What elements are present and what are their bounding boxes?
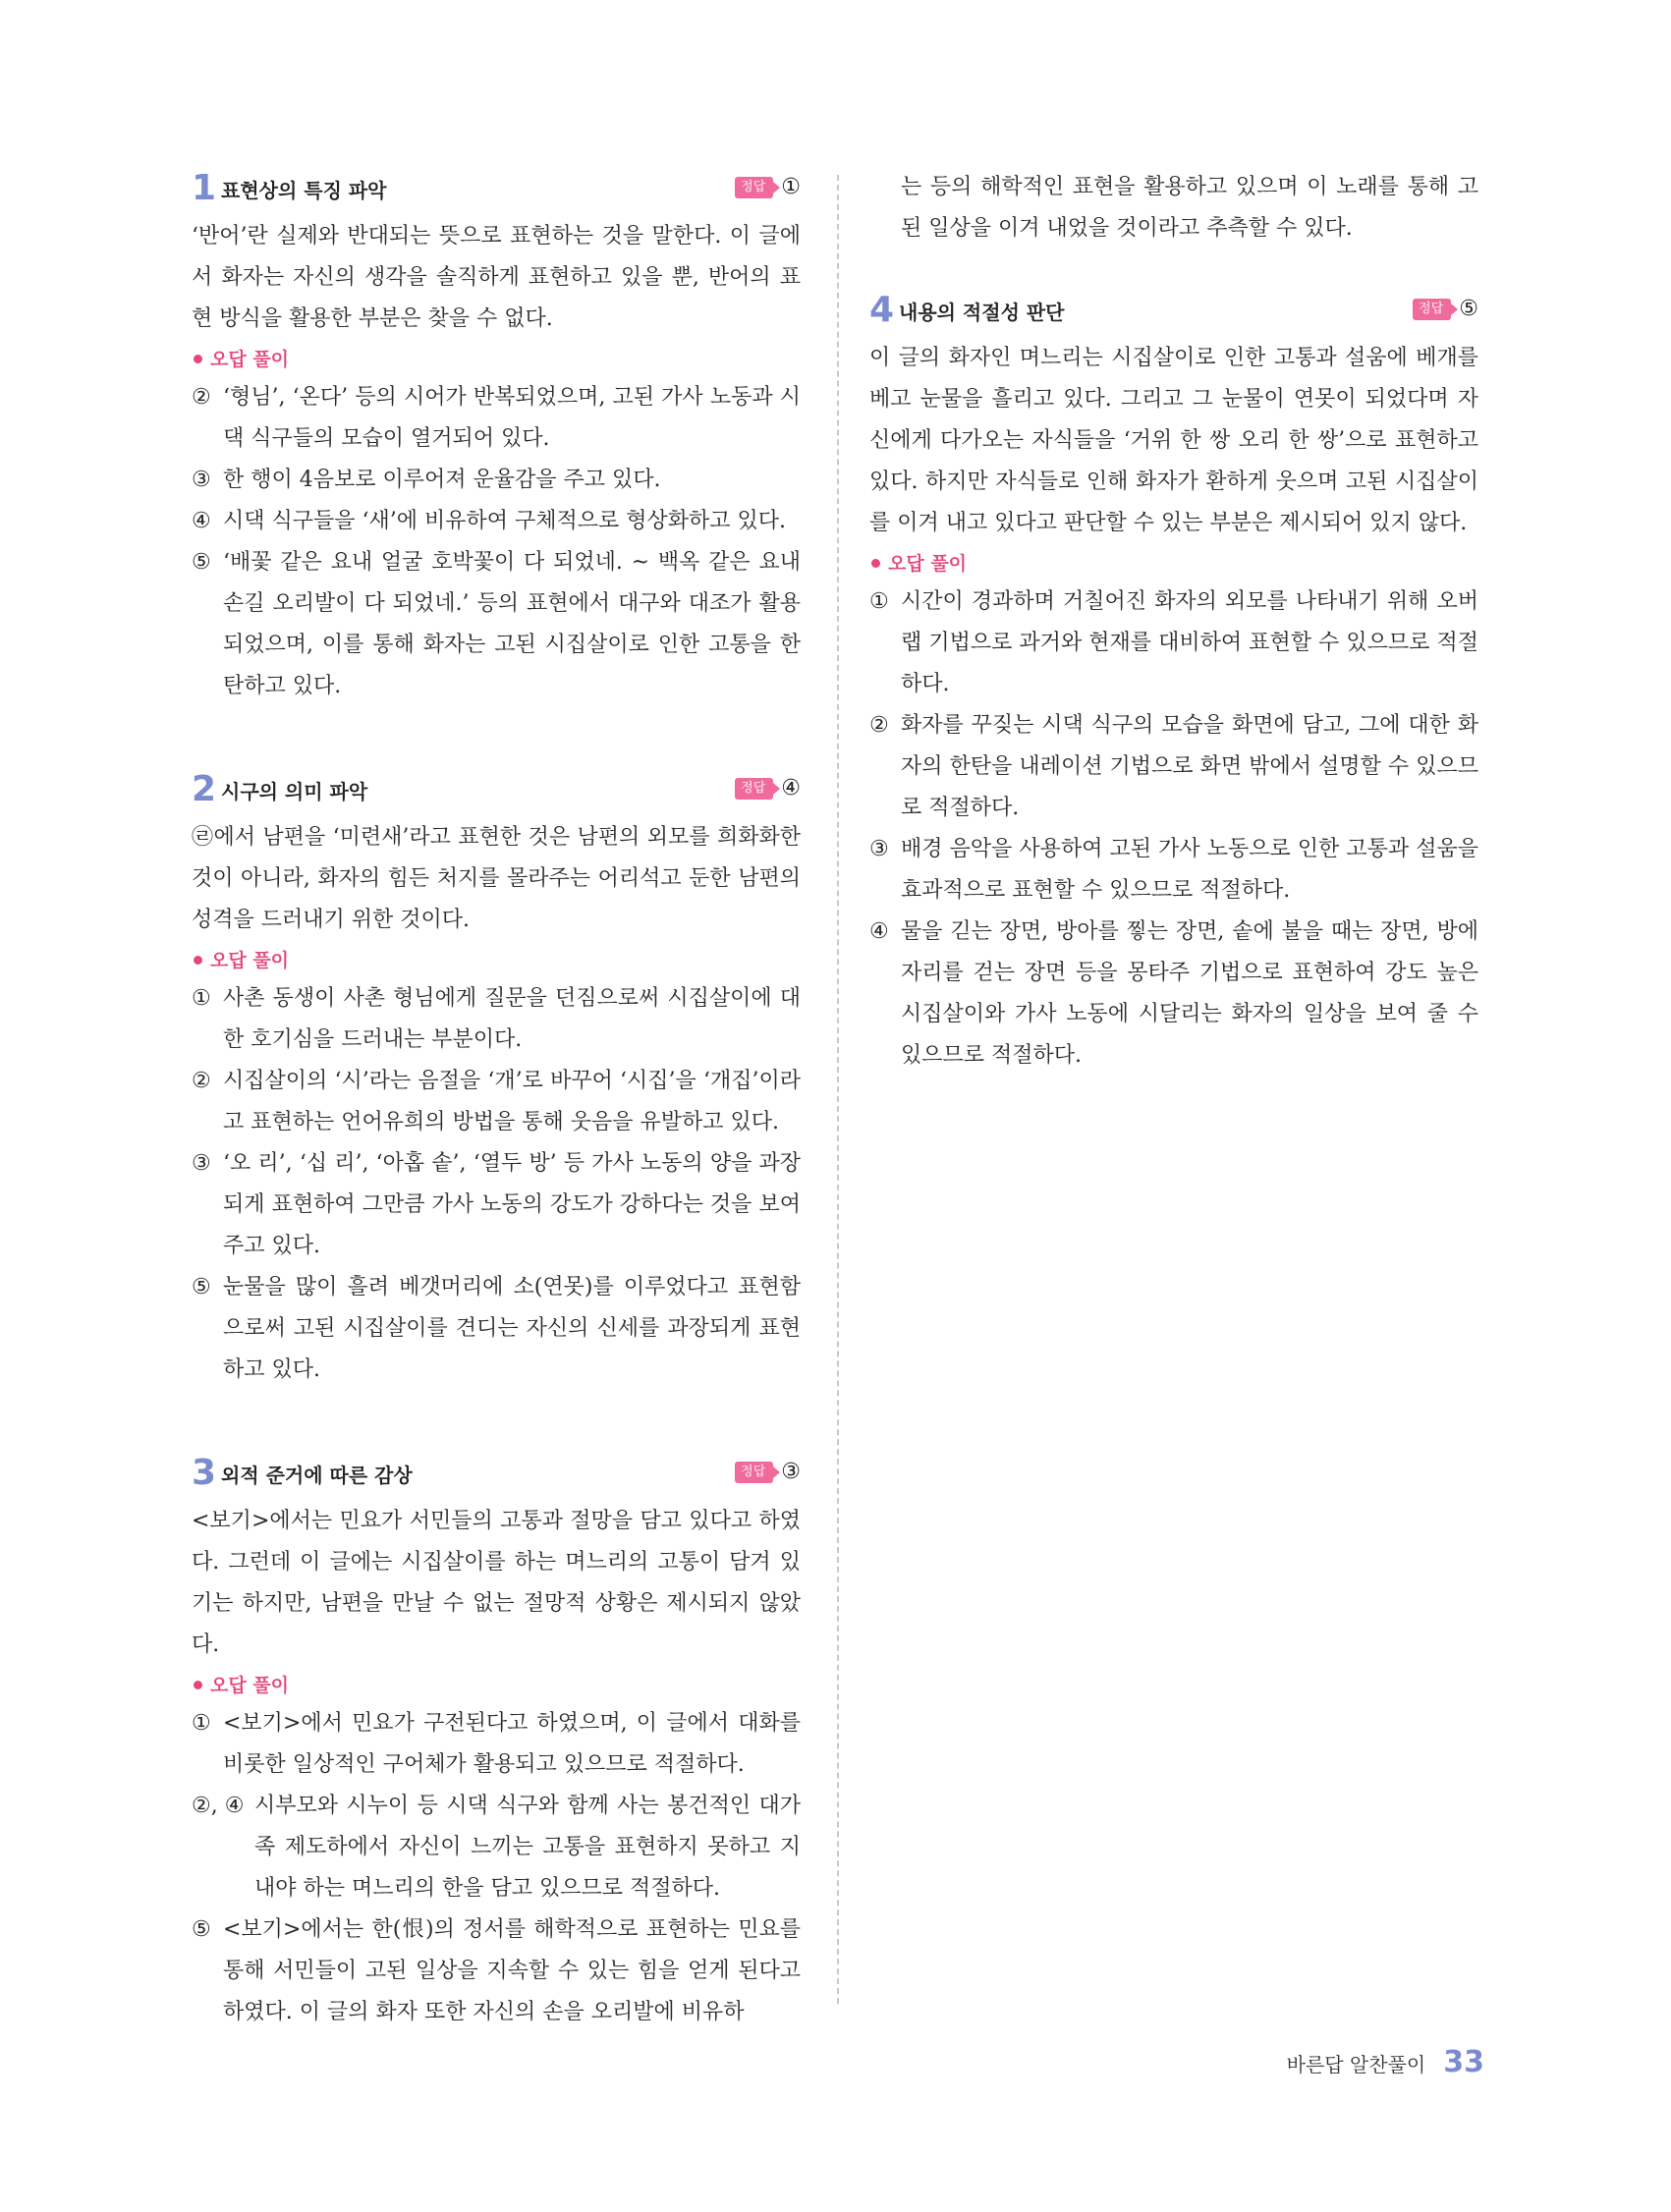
list-item [192,377,801,460]
item-text: ‘배꽃 같은 요내 얼굴 호박꽃이 다 되었네. ~ 백옥 같은 요내 손길 오리발이 다 되었네.’ 등의 표현에서 대구와 대조가 활용되었으며, 이를 통해 화자는 고된 시집살이로 인한 고통을 한탄하고 있다. [223,550,801,698]
list-item [192,978,801,1061]
item-marker: ②, ④ [192,1794,245,1818]
wrong-answer-heading [192,342,801,377]
section-title: 표현상의 특징 파악 [221,179,387,202]
section-header [192,167,801,210]
wrong-answer-heading [192,943,801,978]
explanation-text: ‘반어’란 실제와 반대되는 뜻으로 표현하는 것을 말한다. 이 글에서 화자는 자신의 생각을 솔직하게 표현하고 있을 뿐, 반어의 표현 방식을 활용한 부분은 찾을 수 없다. [192,224,801,331]
item-marker: ② [869,713,889,738]
answer-number: ① [781,175,801,199]
item-text: 사촌 동생이 사촌 형님에게 질문을 던짐으로써 시집살이에 대한 호기심을 드러내는 부분이다. [223,986,801,1052]
explanation-text: <보기>에서는 민요가 서민들의 고통과 절망을 담고 있다고 하였다. 그런데 이 글에는 시집살이를 하는 며느리의 고통이 담겨 있기는 하지만, 남편을 만날 수 없는 절망적 상황은 제시되지 않았다. [192,1509,801,1657]
section-number: 3 [192,1453,217,1493]
answer-badge: 정답 [735,177,773,198]
item-text: 시댁 식구들을 ‘새’에 비유하여 구체적으로 형상화하고 있다. [223,509,786,533]
page-footer [1287,2045,1484,2079]
answer-indicator [735,175,801,199]
wrong-answer-label: 오답 풀이 [210,349,290,370]
list-item [192,542,801,707]
list-item [192,1703,801,1786]
bullet-dot-icon [194,1681,202,1689]
item-marker: ④ [192,509,211,533]
section-number: 4 [869,290,895,330]
item-marker: ① [192,1711,211,1736]
answer-badge: 정답 [1413,299,1451,320]
item-text: 시간이 경과하며 거칠어진 화자의 외모를 나타내기 위해 오버랩 기법으로 과거와 현재를 대비하여 표현할 수 있으므로 적절하다. [901,589,1478,696]
section-1 [192,167,801,707]
answer-number: ⑤ [1459,297,1478,321]
section-title: 내용의 적절성 판단 [899,301,1065,324]
explanation-text: ㉣에서 남편을 ‘미련새’라고 표현한 것은 남편의 외모를 희화화한 것이 아니라, 화자의 힘든 처지를 몰라주는 어리석고 둔한 남편의 성격을 드러내기 위한 것이다. [192,825,801,932]
list-item [869,705,1478,829]
wrong-answer-label: 오답 풀이 [888,553,968,575]
bullet-dot-icon [871,559,880,568]
item-marker: ② [192,1069,211,1093]
section-title: 시구의 의미 파악 [221,780,368,803]
item-marker: ③ [869,837,889,861]
section-3 [192,1452,801,2033]
footer-label: 바른답 알찬풀이 [1286,2053,1426,2076]
item-marker: ④ [869,919,889,944]
list-item [869,829,1478,912]
item-text: 화자를 꾸짖는 시댁 식구의 모습을 화면에 담고, 그에 대한 화자의 한탄을 내레이션 기법으로 화면 밖에서 설명할 수 있으므로 적절하다. [901,713,1478,820]
right-column [869,167,1478,1137]
item-text: ‘형님’, ‘온다’ 등의 시어가 반복되었으며, 고된 가사 노동과 시댁 식구들의 모습이 열거되어 있다. [223,385,801,451]
column-divider [837,175,839,2004]
section-title: 외적 준거에 따른 감상 [221,1464,413,1487]
answer-number: ③ [781,1460,801,1484]
item-text: 눈물을 많이 흘려 베갯머리에 소(연못)를 이루었다고 표현함으로써 고된 시집살이를 견디는 자신의 신세를 과장되게 표현하고 있다. [223,1275,801,1382]
section-header [192,768,801,811]
list-item [192,1786,801,1909]
page-number: 33 [1443,2045,1484,2079]
list-item [192,1061,801,1143]
section-2 [192,768,801,1391]
item-text: 한 행이 4음보로 이루어져 운율감을 주고 있다. [223,468,661,492]
item-marker: ⑤ [192,550,211,575]
continued-text [869,167,1478,249]
list-item [192,501,801,542]
section-header [192,1452,801,1495]
answer-indicator [1413,297,1478,321]
section-4 [869,289,1478,1077]
left-column [192,167,801,2094]
item-text: 시집살이의 ‘시’라는 음절을 ‘개’로 바꾸어 ‘시집’을 ‘개집’이라고 표현하는 언어유희의 방법을 통해 웃음을 유발하고 있다. [223,1069,801,1134]
item-text: 시부모와 시누이 등 시댁 식구와 함께 사는 봉건적인 대가족 제도하에서 자신이 느끼는 고통을 표현하지 못하고 지내야 하는 며느리의 한을 담고 있으므로 적절하다. [254,1794,801,1901]
list-item [869,912,1478,1077]
item-text: 물을 긷는 장면, 방아를 찧는 장면, 솥에 불을 때는 장면, 방에 자리를 걷는 장면 등을 몽타주 기법으로 표현하여 강도 높은 시집살이와 가사 노동에 시달리는 화자의 일상을 보여 줄 수 있으므로 적절하다. [901,919,1478,1068]
item-marker: ⑤ [192,1275,211,1300]
item-text: <보기>에서는 한(恨)의 정서를 해학적으로 표현하는 민요를 통해 서민들이 고된 일상을 지속할 수 있는 힘을 얻게 된다고 하였다. 이 글의 화자 또한 자신의 손을 오리발에 비유하 [223,1917,801,2024]
answer-indicator [735,776,801,801]
item-marker: ③ [192,468,211,492]
item-marker: ① [192,986,211,1011]
item-marker: ⑤ [192,1917,211,1942]
continuation-text: 는 등의 해학적인 표현을 활용하고 있으며 이 노래를 통해 고된 일상을 이겨 내었을 것이라고 추측할 수 있다. [901,175,1478,241]
answer-indicator [735,1460,801,1484]
section-number: 2 [192,769,217,809]
answer-badge: 정답 [735,1462,773,1483]
item-marker: ① [869,589,889,614]
section-number: 1 [192,168,217,208]
wrong-answer-heading [192,1668,801,1703]
answer-number: ④ [781,776,801,801]
wrong-answer-label: 오답 풀이 [210,950,290,971]
bullet-dot-icon [194,355,202,363]
item-marker: ② [192,385,211,410]
item-marker: ③ [192,1151,211,1176]
answer-badge: 정답 [735,778,773,800]
list-item [192,1909,801,2033]
bullet-dot-icon [194,956,202,965]
wrong-answer-label: 오답 풀이 [210,1675,290,1696]
list-item [192,1267,801,1391]
explanation-text: 이 글의 화자인 며느리는 시집살이로 인한 고통과 설움에 베개를 베고 눈물을 흘리고 있다. 그리고 그 눈물이 연못이 되었다며 자신에게 다가오는 자식들을 ‘거위 한 쌍 오리 한 쌍’으로 표현하고 있다. 하지만 자식들로 인해 화자가 환하게 웃으며 고된 시집살이를 이겨 내고 있다고 판단할 수 있는 부분은 제시되어 있지 않다. [869,346,1478,535]
section-header [869,289,1478,332]
list-item [192,460,801,501]
wrong-answer-heading [869,546,1478,581]
item-text: ‘오 리’, ‘십 리’, ‘아홉 솥’, ‘열두 방’ 등 가사 노동의 양을 과장되게 표현하여 그만큼 가사 노동의 강도가 강하다는 것을 보여 주고 있다. [223,1151,801,1258]
list-item [869,581,1478,705]
item-text: 배경 음악을 사용하여 고된 가사 노동으로 인한 고통과 설움을 효과적으로 표현할 수 있으므로 적절하다. [901,837,1478,903]
item-text: <보기>에서 민요가 구전된다고 하였으며, 이 글에서 대화를 비롯한 일상적인 구어체가 활용되고 있으므로 적절하다. [223,1711,801,1777]
list-item [192,1143,801,1267]
